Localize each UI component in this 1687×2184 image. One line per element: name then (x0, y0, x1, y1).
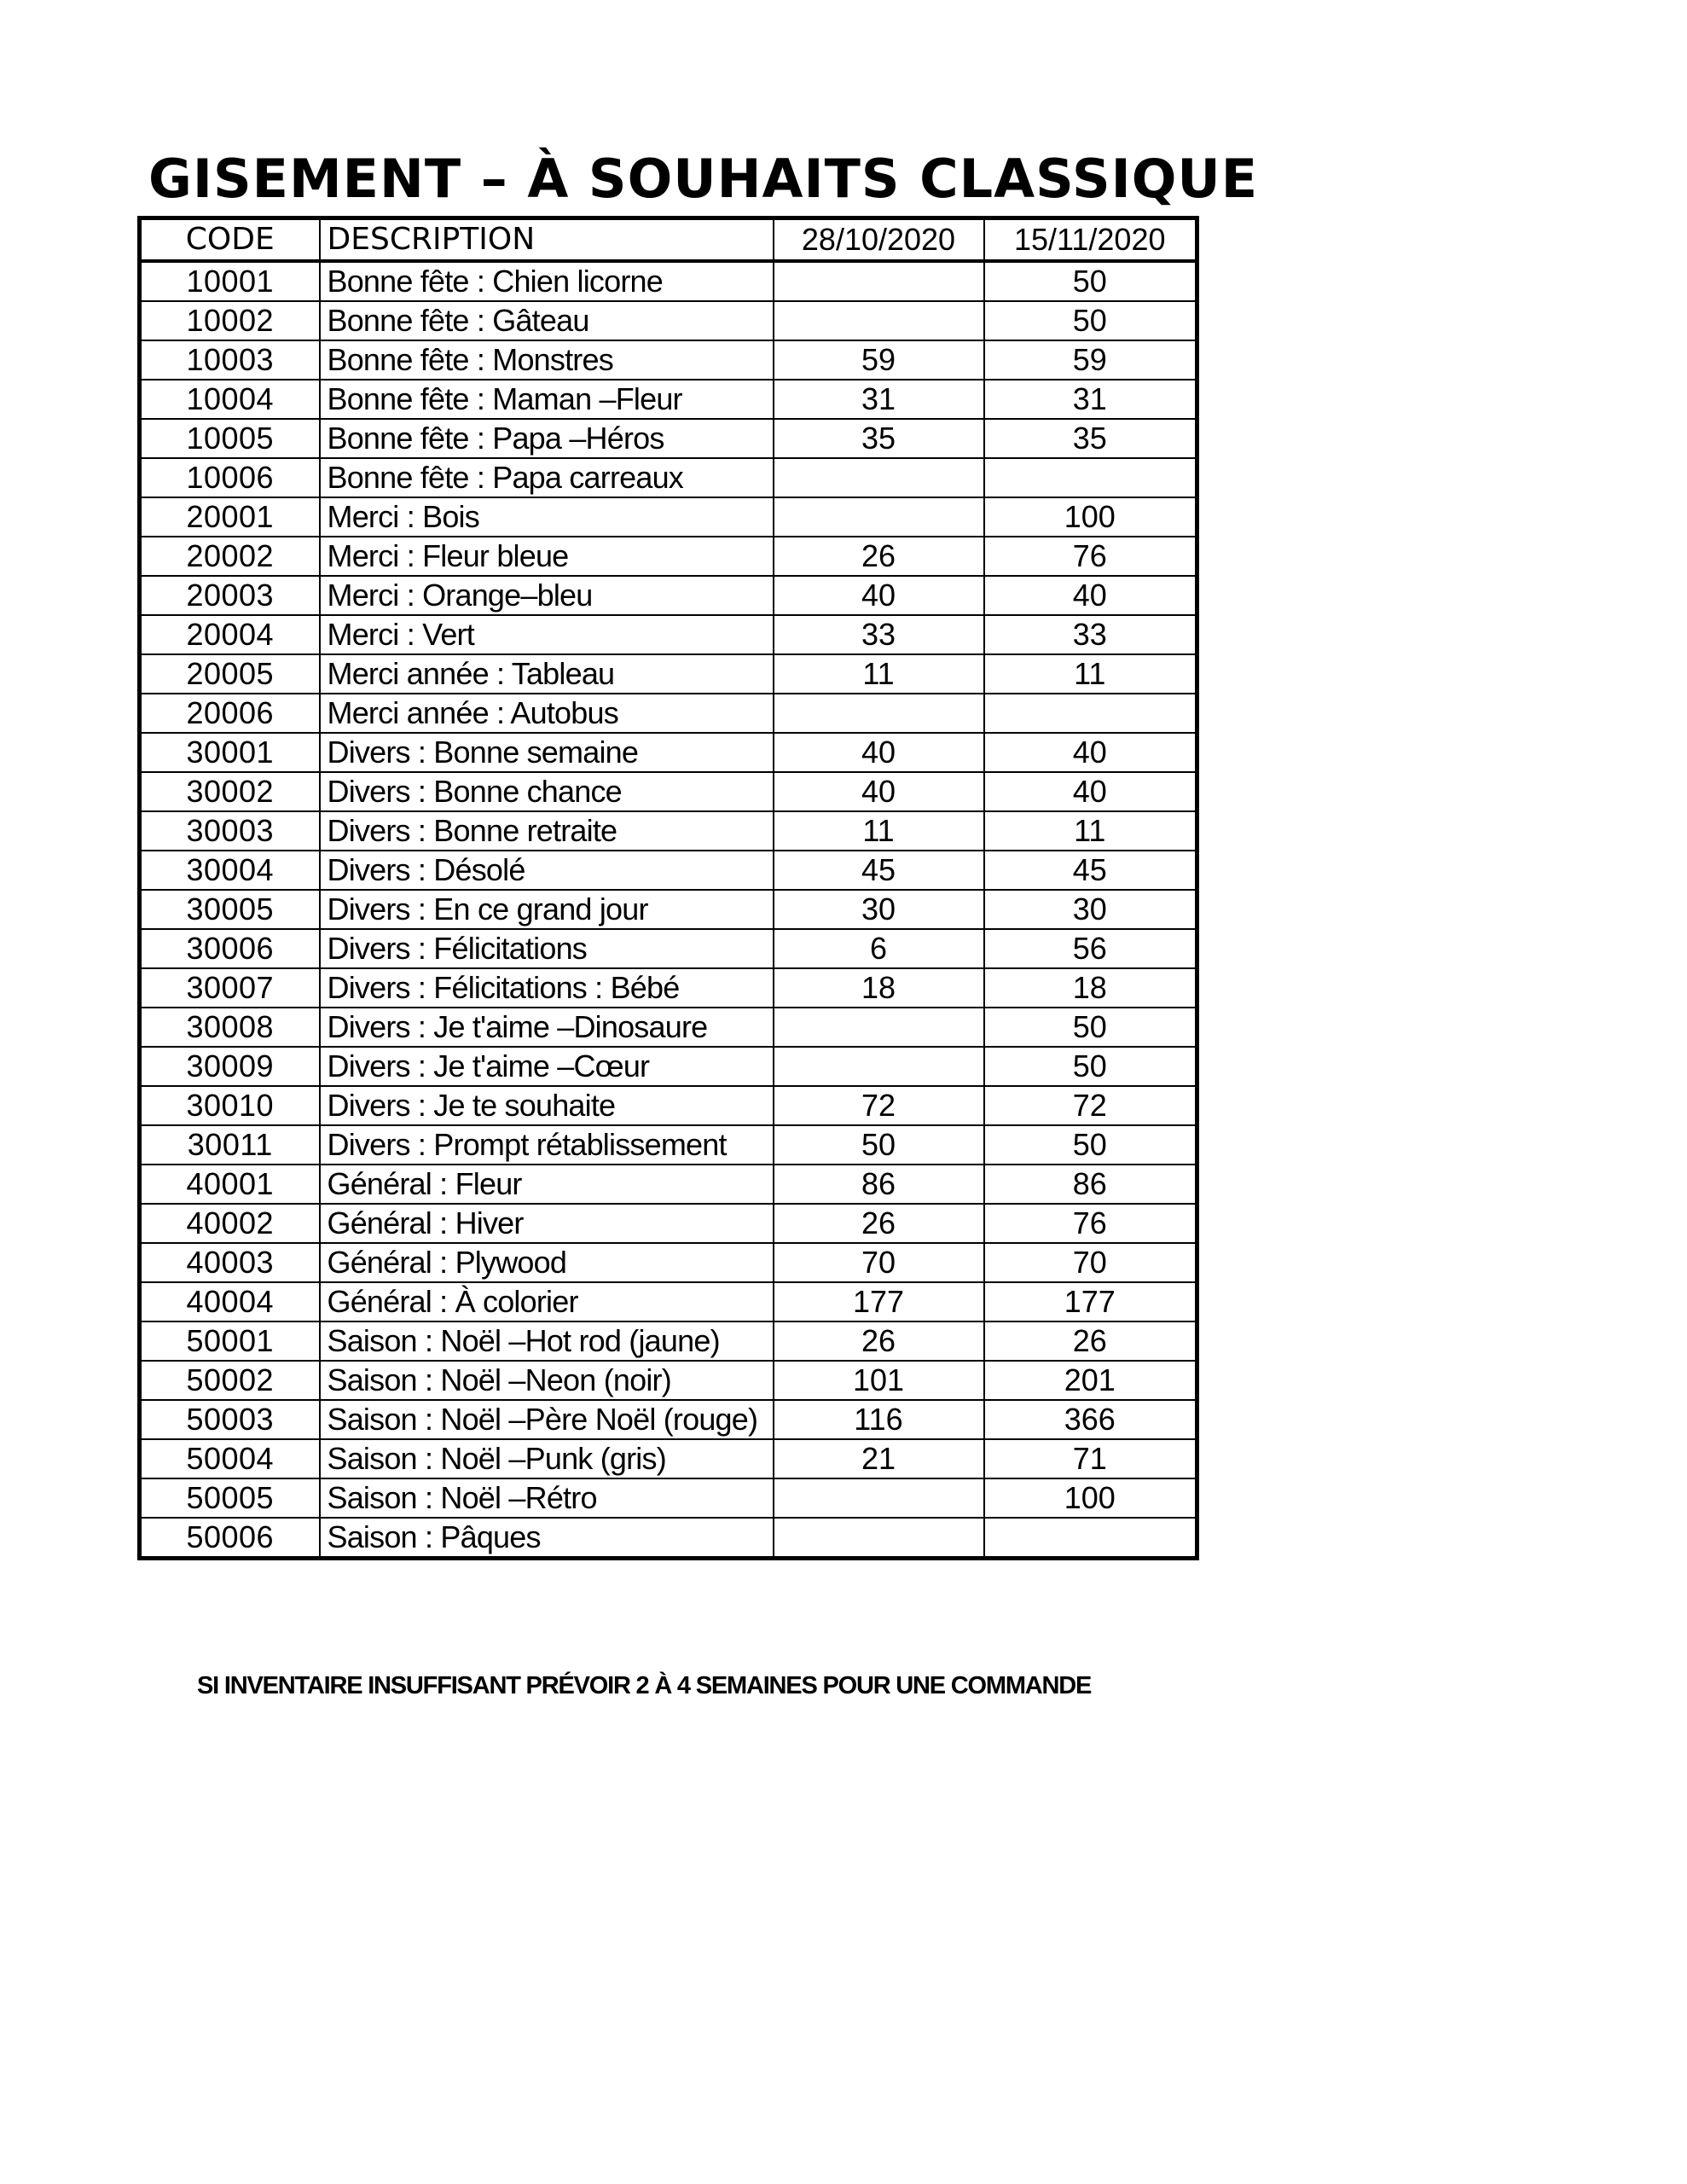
cell-date-2-qty (984, 694, 1197, 733)
cell-description: Divers : Bonne chance (320, 772, 774, 811)
cell-date-2-qty: 56 (984, 929, 1197, 968)
table-row (140, 576, 1197, 615)
cell-date-2-qty: 71 (984, 1439, 1197, 1478)
cell-description: Divers : Bonne semaine (320, 733, 774, 772)
cell-date-2-qty: 31 (984, 380, 1197, 419)
cell-description: Divers : Félicitations : Bébé (320, 968, 774, 1008)
cell-date-2-qty: 100 (984, 497, 1197, 537)
cell-description: Saison : Noël –Rétro (320, 1478, 774, 1518)
cell-description: Bonne fête : Papa –Héros (320, 419, 774, 458)
table-row (140, 851, 1197, 890)
cell-description: Saison : Noël –Neon (noir) (320, 1361, 774, 1400)
cell-date-1-qty: 59 (774, 340, 984, 380)
cell-date-1-qty: 33 (774, 615, 984, 654)
cell-date-2-qty: 72 (984, 1086, 1197, 1125)
cell-description: Divers : Bonne retraite (320, 811, 774, 851)
cell-date-1-qty (774, 301, 984, 340)
cell-date-2-qty: 50 (984, 261, 1197, 301)
table-row (140, 1086, 1197, 1125)
cell-date-2-qty (984, 1518, 1197, 1559)
header-description: DESCRIPTION (320, 218, 774, 262)
cell-date-2-qty: 100 (984, 1478, 1197, 1518)
table-row (140, 654, 1197, 694)
cell-code: 50005 (140, 1478, 320, 1518)
cell-date-2-qty: 76 (984, 537, 1197, 576)
table-header-row (140, 218, 1197, 262)
cell-date-1-qty: 40 (774, 772, 984, 811)
cell-date-2-qty: 50 (984, 1008, 1197, 1047)
cell-code: 30011 (140, 1125, 320, 1165)
cell-date-2-qty: 177 (984, 1282, 1197, 1321)
table-row (140, 1204, 1197, 1243)
cell-description: Général : Plywood (320, 1243, 774, 1282)
cell-date-1-qty: 40 (774, 733, 984, 772)
table-row (140, 929, 1197, 968)
table-row (140, 458, 1197, 497)
cell-code: 30008 (140, 1008, 320, 1047)
cell-description: Divers : Félicitations (320, 929, 774, 968)
cell-code: 10005 (140, 419, 320, 458)
cell-description: Saison : Noël –Père Noël (rouge) (320, 1400, 774, 1439)
cell-date-1-qty: 177 (774, 1282, 984, 1321)
table-row (140, 340, 1197, 380)
cell-code: 50003 (140, 1400, 320, 1439)
cell-code: 20004 (140, 615, 320, 654)
cell-date-1-qty: 35 (774, 419, 984, 458)
table-row (140, 1008, 1197, 1047)
table-row (140, 890, 1197, 929)
inventory-table (137, 216, 1199, 1560)
header-date-1: 28/10/2020 (774, 218, 984, 262)
cell-date-2-qty: 70 (984, 1243, 1197, 1282)
cell-date-1-qty (774, 497, 984, 537)
cell-code: 10006 (140, 458, 320, 497)
table-row (140, 1361, 1197, 1400)
table-row (140, 301, 1197, 340)
document-title: GISEMENT – À SOUHAITS CLASSIQUE (148, 148, 1259, 210)
table-row (140, 1243, 1197, 1282)
table-row (140, 1439, 1197, 1478)
cell-description: Merci : Fleur bleue (320, 537, 774, 576)
cell-code: 50001 (140, 1321, 320, 1361)
cell-date-1-qty: 6 (774, 929, 984, 968)
cell-date-1-qty: 31 (774, 380, 984, 419)
cell-description: Divers : Je t'aime –Dinosaure (320, 1008, 774, 1047)
cell-date-1-qty (774, 1008, 984, 1047)
cell-code: 30001 (140, 733, 320, 772)
cell-code: 20001 (140, 497, 320, 537)
cell-date-1-qty: 50 (774, 1125, 984, 1165)
cell-code: 40002 (140, 1204, 320, 1243)
cell-description: Bonne fête : Gâteau (320, 301, 774, 340)
cell-description: Bonne fête : Maman –Fleur (320, 380, 774, 419)
cell-date-1-qty: 26 (774, 537, 984, 576)
cell-code: 10002 (140, 301, 320, 340)
cell-date-2-qty (984, 458, 1197, 497)
cell-code: 30005 (140, 890, 320, 929)
cell-date-1-qty: 40 (774, 576, 984, 615)
cell-description: Divers : Désolé (320, 851, 774, 890)
cell-date-2-qty: 59 (984, 340, 1197, 380)
cell-date-1-qty: 11 (774, 811, 984, 851)
cell-description: Merci année : Tableau (320, 654, 774, 694)
cell-date-2-qty: 11 (984, 811, 1197, 851)
cell-date-1-qty: 30 (774, 890, 984, 929)
table-row (140, 497, 1197, 537)
cell-description: Saison : Pâques (320, 1518, 774, 1559)
table-row (140, 261, 1197, 301)
cell-date-1-qty: 70 (774, 1243, 984, 1282)
cell-code: 20006 (140, 694, 320, 733)
cell-date-1-qty: 26 (774, 1204, 984, 1243)
cell-description: Bonne fête : Papa carreaux (320, 458, 774, 497)
cell-date-1-qty (774, 1047, 984, 1086)
cell-description: Merci : Vert (320, 615, 774, 654)
table-row (140, 733, 1197, 772)
cell-date-2-qty: 50 (984, 1125, 1197, 1165)
cell-date-1-qty: 45 (774, 851, 984, 890)
cell-date-1-qty (774, 1478, 984, 1518)
cell-code: 30003 (140, 811, 320, 851)
table-row (140, 1321, 1197, 1361)
cell-description: Divers : Je t'aime –Cœur (320, 1047, 774, 1086)
cell-date-2-qty: 35 (984, 419, 1197, 458)
table-row (140, 537, 1197, 576)
cell-code: 10004 (140, 380, 320, 419)
cell-code: 30007 (140, 968, 320, 1008)
cell-date-2-qty: 45 (984, 851, 1197, 890)
table-row (140, 811, 1197, 851)
cell-description: Saison : Noël –Punk (gris) (320, 1439, 774, 1478)
cell-description: Merci année : Autobus (320, 694, 774, 733)
table-row (140, 419, 1197, 458)
cell-date-2-qty: 50 (984, 301, 1197, 340)
cell-date-1-qty: 72 (774, 1086, 984, 1125)
cell-date-1-qty (774, 458, 984, 497)
cell-description: Général : Fleur (320, 1165, 774, 1204)
table-row (140, 380, 1197, 419)
cell-date-2-qty: 50 (984, 1047, 1197, 1086)
cell-date-2-qty: 86 (984, 1165, 1197, 1204)
cell-description: Général : Hiver (320, 1204, 774, 1243)
cell-code: 50006 (140, 1518, 320, 1559)
cell-date-1-qty: 18 (774, 968, 984, 1008)
cell-date-1-qty: 101 (774, 1361, 984, 1400)
cell-description: Saison : Noël –Hot rod (jaune) (320, 1321, 774, 1361)
cell-code: 40004 (140, 1282, 320, 1321)
table-row (140, 615, 1197, 654)
cell-date-2-qty: 30 (984, 890, 1197, 929)
cell-description: Bonne fête : Chien licorne (320, 261, 774, 301)
cell-date-1-qty: 21 (774, 1439, 984, 1478)
cell-code: 30004 (140, 851, 320, 890)
cell-date-1-qty: 11 (774, 654, 984, 694)
table-row (140, 1518, 1197, 1559)
header-code: CODE (140, 218, 320, 262)
header-date-2: 15/11/2020 (984, 218, 1197, 262)
cell-date-1-qty: 26 (774, 1321, 984, 1361)
cell-code: 30002 (140, 772, 320, 811)
table-row (140, 1125, 1197, 1165)
cell-code: 20005 (140, 654, 320, 694)
cell-code: 20003 (140, 576, 320, 615)
table-row (140, 1282, 1197, 1321)
cell-code: 30010 (140, 1086, 320, 1125)
table-row (140, 1047, 1197, 1086)
cell-date-2-qty: 40 (984, 772, 1197, 811)
cell-date-1-qty (774, 694, 984, 733)
cell-date-2-qty: 201 (984, 1361, 1197, 1400)
cell-date-2-qty: 40 (984, 733, 1197, 772)
cell-description: Merci : Orange–bleu (320, 576, 774, 615)
cell-code: 20002 (140, 537, 320, 576)
cell-date-2-qty: 76 (984, 1204, 1197, 1243)
cell-code: 40001 (140, 1165, 320, 1204)
cell-date-1-qty (774, 1518, 984, 1559)
cell-date-1-qty: 116 (774, 1400, 984, 1439)
cell-code: 30009 (140, 1047, 320, 1086)
table-row (140, 968, 1197, 1008)
cell-description: Divers : Je te souhaite (320, 1086, 774, 1125)
cell-code: 10001 (140, 261, 320, 301)
cell-date-2-qty: 11 (984, 654, 1197, 694)
cell-date-2-qty: 33 (984, 615, 1197, 654)
cell-description: Divers : Prompt rétablissement (320, 1125, 774, 1165)
cell-description: Divers : En ce grand jour (320, 890, 774, 929)
cell-date-1-qty (774, 261, 984, 301)
cell-date-2-qty: 18 (984, 968, 1197, 1008)
table-row (140, 1478, 1197, 1518)
cell-date-2-qty: 40 (984, 576, 1197, 615)
cell-description: Merci : Bois (320, 497, 774, 537)
table-row (140, 1165, 1197, 1204)
cell-code: 40003 (140, 1243, 320, 1282)
table-body (140, 261, 1197, 1559)
table-row (140, 772, 1197, 811)
table-row (140, 1400, 1197, 1439)
cell-code: 50004 (140, 1439, 320, 1478)
cell-code: 50002 (140, 1361, 320, 1400)
cell-code: 10003 (140, 340, 320, 380)
footnote: SI INVENTAIRE INSUFFISANT PRÉVOIR 2 À 4 SEMAINES POUR UNE COMMANDE (197, 1672, 1092, 1699)
table-row (140, 694, 1197, 733)
cell-date-1-qty: 86 (774, 1165, 984, 1204)
cell-description: Bonne fête : Monstres (320, 340, 774, 380)
cell-date-2-qty: 26 (984, 1321, 1197, 1361)
cell-date-2-qty: 366 (984, 1400, 1197, 1439)
cell-description: Général : À colorier (320, 1282, 774, 1321)
cell-code: 30006 (140, 929, 320, 968)
